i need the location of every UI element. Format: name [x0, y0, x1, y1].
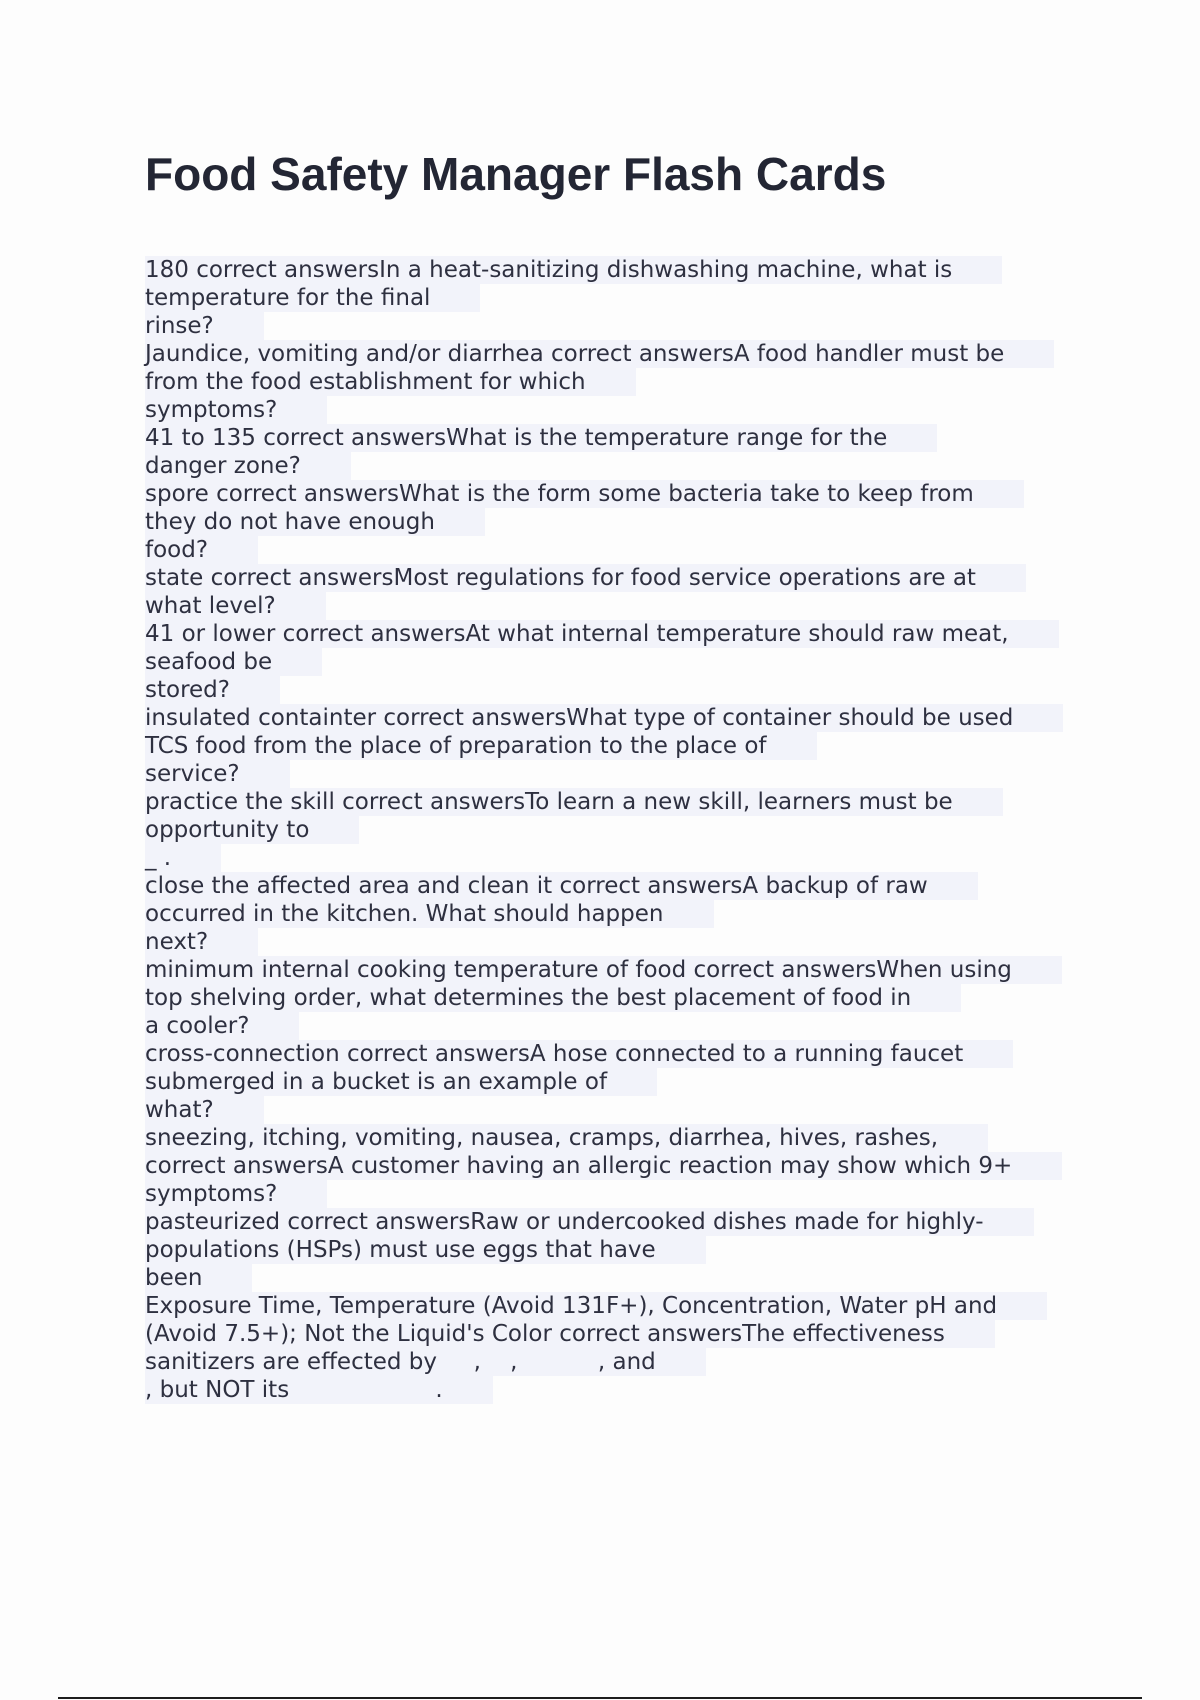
text-line: Exposure Time, Temperature (Avoid 131F+), Concentration, Water pH and: [145, 1292, 1047, 1320]
text-line: danger zone?: [145, 452, 351, 480]
text-line: occurred in the kitchen. What should happen: [145, 900, 714, 928]
document-title: Food Safety Manager Flash Cards: [145, 148, 887, 200]
text-line: sneezing, itching, vomiting, nausea, cramps, diarrhea, hives, rashes,: [145, 1124, 988, 1152]
text-line: Jaundice, vomiting and/or diarrhea correct answersA food handler must be: [145, 340, 1054, 368]
text-line: submerged in a bucket is an example of: [145, 1068, 657, 1096]
flash-card-text: [145, 256, 1075, 1404]
text-line: they do not have enough: [145, 508, 485, 536]
text-line: practice the skill correct answersTo learn a new skill, learners must be: [145, 788, 1003, 816]
text-line: sanitizers are effected by , , , and: [145, 1348, 706, 1376]
text-line: minimum internal cooking temperature of food correct answersWhen using: [145, 956, 1062, 984]
text-line: next?: [145, 928, 258, 956]
text-line: symptoms?: [145, 1180, 327, 1208]
text-line: pasteurized correct answersRaw or undercooked dishes made for highly-: [145, 1208, 1034, 1236]
text-line: TCS food from the place of preparation to the place of: [145, 732, 817, 760]
text-line: spore correct answersWhat is the form some bacteria take to keep from: [145, 480, 1024, 508]
text-line: 180 correct answersIn a heat-sanitizing dishwashing machine, what is: [145, 256, 1002, 284]
text-line: stored?: [145, 676, 280, 704]
text-line: symptoms?: [145, 396, 327, 424]
text-line: 41 or lower correct answersAt what internal temperature should raw meat,: [145, 620, 1059, 648]
text-line: what?: [145, 1096, 264, 1124]
text-line: service?: [145, 760, 290, 788]
text-line: temperature for the final: [145, 284, 480, 312]
text-line: top shelving order, what determines the best placement of food in: [145, 984, 961, 1012]
text-line: insulated containter correct answersWhat type of container should be used: [145, 704, 1063, 732]
text-line: _ .: [145, 844, 221, 872]
text-line: state correct answersMost regulations for food service operations are at: [145, 564, 1026, 592]
text-line: cross-connection correct answersA hose connected to a running faucet: [145, 1040, 1013, 1068]
text-line: what level?: [145, 592, 326, 620]
footer-divider: [58, 1697, 1142, 1699]
text-line: , but NOT its .: [145, 1376, 493, 1404]
text-line: (Avoid 7.5+); Not the Liquid's Color correct answersThe effectiveness: [145, 1320, 995, 1348]
text-line: correct answersA customer having an allergic reaction may show which 9+: [145, 1152, 1062, 1180]
text-line: opportunity to: [145, 816, 359, 844]
text-line: rinse?: [145, 312, 264, 340]
text-line: food?: [145, 536, 258, 564]
text-line: 41 to 135 correct answersWhat is the temperature range for the: [145, 424, 937, 452]
text-line: populations (HSPs) must use eggs that have: [145, 1236, 706, 1264]
text-line: from the food establishment for which: [145, 368, 636, 396]
text-line: seafood be: [145, 648, 322, 676]
text-line: close the affected area and clean it correct answersA backup of raw: [145, 872, 978, 900]
text-line: been: [145, 1264, 252, 1292]
text-line: a cooler?: [145, 1012, 299, 1040]
